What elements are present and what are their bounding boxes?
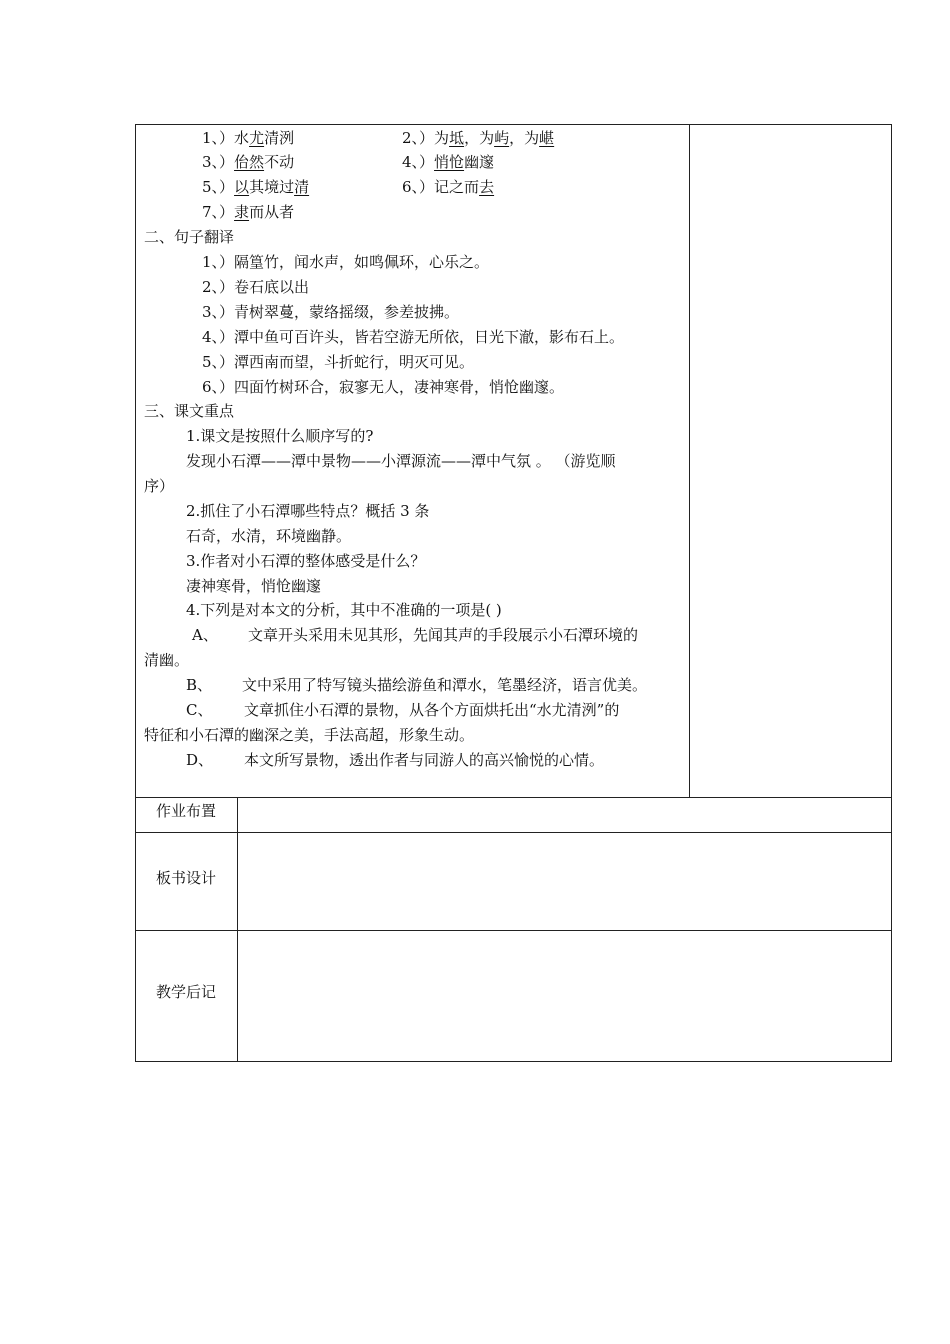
table-border-top [135, 124, 892, 125]
question-1: 1.课文是按照什么顺序写的? [186, 427, 374, 445]
vocab-item-4: 4、）悄怆幽邃 [402, 153, 495, 171]
translation-item: 1、）隔篁竹，闻水声，如鸣佩环，心乐之。 [202, 253, 490, 271]
label-column-divider [237, 797, 238, 1062]
vocab-item-3: 3、）佁然不动 [202, 153, 295, 171]
vocab-item-1: 1、）水尤清洌 [202, 129, 295, 147]
answer-1-line-1: 发现小石潭——潭中景物——小潭源流——潭中气氛 。 （游览顺 [186, 452, 616, 470]
question-4: 4.下列是对本文的分析，其中不准确的一项是( ) [186, 601, 502, 619]
translation-item: 3、）青树翠蔓，蒙络摇缀，参差披拂。 [202, 303, 460, 321]
vocab-item-5: 5、）以其境过清 [202, 178, 310, 196]
table-border-left [135, 124, 136, 1062]
option-c-label: C、 [186, 701, 213, 719]
translation-item: 5、）潭西南而望，斗折蛇行，明灭可见。 [202, 353, 475, 371]
option-b-line-1: 文中采用了特写镜头描绘游鱼和潭水，笔墨经济，语言优美。 [242, 676, 648, 694]
answer-1-line-2: 序） [144, 477, 175, 495]
option-c-line-2: 特征和小石潭的幽深之美，手法高超，形象生动。 [144, 726, 475, 744]
option-a-line-1: 文章开头采用未见其形，先闻其声的手段展示小石潭环境的 [248, 626, 639, 644]
option-a-label: A、 [192, 626, 218, 644]
option-a-line-2: 清幽。 [144, 651, 190, 669]
row-divider-1 [135, 797, 892, 798]
section-heading-keypoints: 三、课文重点 [144, 402, 235, 420]
answer-2: 石奇，水清，环境幽静。 [186, 527, 352, 545]
section-heading-translation: 二、句子翻译 [144, 228, 235, 246]
row-label-homework: 作业布置 [155, 802, 216, 820]
option-d-label: D、 [186, 751, 214, 769]
translation-item: 4、）潭中鱼可百许头，皆若空游无所依，日光下澈，影布石上。 [202, 328, 625, 346]
answer-3: 凄神寒骨，悄怆幽邃 [186, 577, 322, 595]
vocab-item-7: 7、）隶而从者 [202, 203, 295, 221]
vocab-item-2: 2、）为坻，为屿，为嵁 [402, 129, 555, 147]
translation-item: 6、）四面竹树环合，寂寥无人，凄神寒骨，悄怆幽邃。 [202, 378, 565, 396]
table-border-bottom [135, 1061, 892, 1062]
row-label-teaching-reflection: 教学后记 [155, 983, 216, 1001]
question-3: 3.作者对小石潭的整体感受是什么？ [186, 552, 426, 570]
option-b-label: B、 [186, 676, 213, 694]
translation-item: 2、）卷石底以出 [202, 278, 310, 296]
option-d-line-1: 本文所写景物，透出作者与同游人的高兴愉悦的心情。 [244, 751, 605, 769]
vocab-item-6: 6、）记之而去 [402, 178, 495, 196]
question-2: 2.抓住了小石潭哪些特点？概括 3 条 [186, 502, 430, 520]
content-column-divider [689, 124, 690, 798]
option-c-line-1: 文章抓住小石潭的景物，从各个方面烘托出“水尤清洌”的 [244, 701, 620, 719]
table-border-right [891, 124, 892, 1062]
row-divider-2 [135, 832, 892, 833]
row-label-board-design: 板书设计 [155, 869, 216, 887]
row-divider-3 [135, 930, 892, 931]
